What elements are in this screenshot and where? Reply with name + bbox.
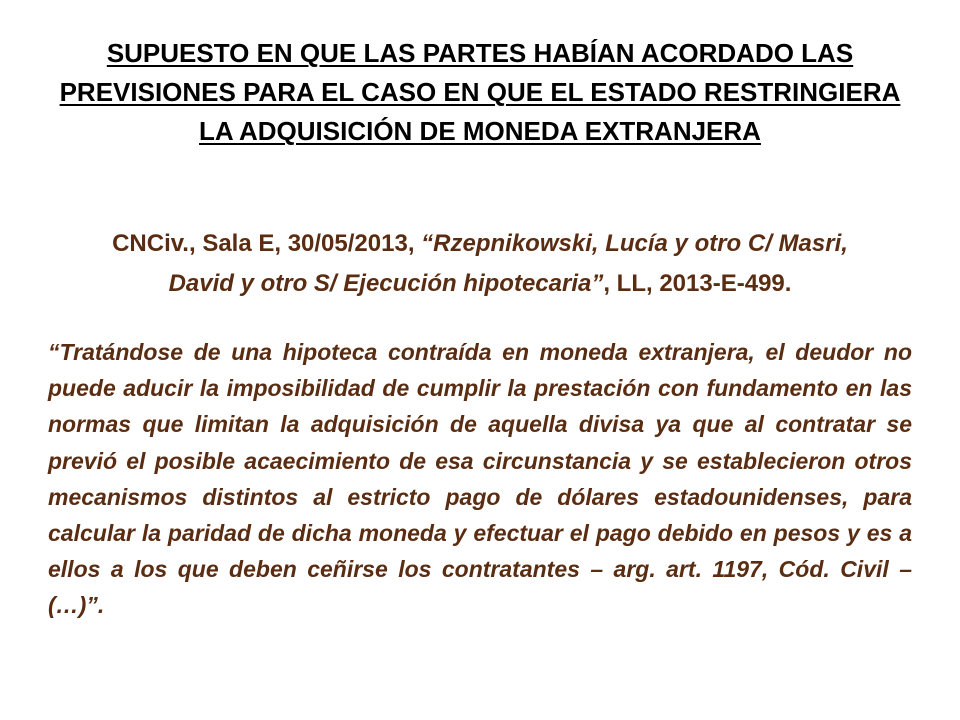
title-line-1: SUPUESTO EN QUE LAS PARTES HABÍAN ACORDADO LAS [106, 38, 854, 68]
citation-case-name-part2: David y otro S/ Ejecución hipotecaria” [168, 270, 604, 297]
title-line-2: PREVISIONES PARA EL CASO EN QUE EL ESTADO RESTRINGIERA [59, 77, 901, 107]
citation-suffix: , LL, 2013-E-499. [603, 270, 792, 297]
title-line-3: LA ADQUISICIÓN DE MONEDA EXTRANJERA [199, 116, 761, 146]
case-citation [40, 224, 920, 304]
citation-line-1 [40, 224, 920, 264]
citation-case-name-part1: “Rzepnikowski, Lucía y otro C/ Masri, [421, 230, 848, 257]
quoted-ruling: “Tratándose de una hipoteca contraída en moneda extranjera, el deudor no puede aducir la imposibilidad de cumplir la prestación con fundamento en las normas que limitan la adquisición de aquella divisa ya que al contratar se previó el posible acaecimiento de esa circunstancia y se establecieron otros mecanismos distintos al estricto pago de dólares estadounidenses, para calcular la paridad de dicha moneda y efectuar el pago debido en pesos y es a ellos a los que deben ceñirse los contratantes – arg. art. 1197, Cód. Civil – (…)”. [48, 339, 912, 619]
slide-title [40, 34, 920, 151]
citation-line-2 [40, 264, 920, 304]
citation-prefix: CNCiv., Sala E, 30/05/2013, [112, 230, 422, 257]
